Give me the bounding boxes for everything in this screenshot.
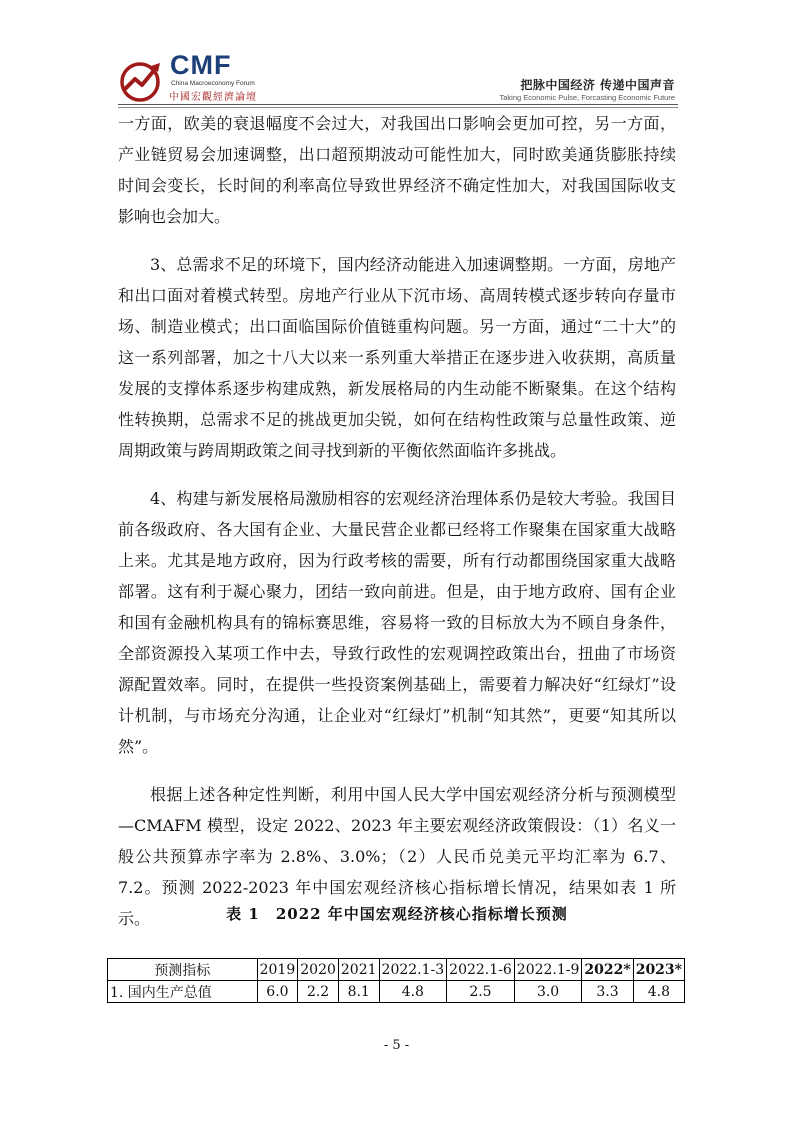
paragraph: 4、构建与新发展格局激励相容的宏观经济治理体系仍是较大考验。我国目前各级政府、各大国有企业、大量民营企业都已经将工作聚集在国家重大战略上来。尤其是地方政府，因为行政考核的需要，所有行动都围绕国家重大战略部署。这有利于凝心聚力，团结一致向前进。但是，由于地方政府、国有企业和国有金融机构具有的锦标赛思维，容易将一致的目标放大为不顾自身条件，全部资源投入某项工作中去，导致行政性的宏观调控政策出台，扭曲了市场资源配置效率。同时，在提供一些投资案例基础上，需要着力解决好“红绿灯”设计机制，与市场充分沟通，让企业对“红绿灯”机制“知其然”，更要“知其所以然”。 [118,489,676,756]
table-cell: 4.8 [633,981,684,1003]
table-cell: 2.2 [298,981,339,1003]
header-tagline-cn: 把脉中国经济 传递中国声音 [520,78,675,92]
column-header: 2022.1-3 [379,959,447,981]
table-cell: 3.3 [582,981,633,1003]
table-cell: 1. 国内生产总值 [108,981,258,1003]
table-cell: 2.5 [447,981,515,1003]
table-cell: 6.0 [257,981,298,1003]
page-number: - 5 - [383,1038,410,1053]
column-header: 2020 [298,959,339,981]
paragraph: 根据上述各种定性判断，利用中国人民大学中国宏观经济分析与预测模型—CMAFM 模型，设定 2022、2023 年主要宏观经济政策假设：（1）名义一般公共预算赤字率为 2.8%、3.0%；（2）人民币兑美元平均汇率为 6.7、7.2。预测 2022-2023 年中国宏观经济核心指标增长情况，结果如表 1 所示。 [118,785,676,928]
column-header: 2021 [338,959,379,981]
table-cell: 8.1 [338,981,379,1003]
column-header: 2019 [257,959,298,981]
paragraph: 3、总需求不足的环境下，国内经济动能进入加速调整期。一方面，房地产和出口面对着模式转型。房地产行业从下沉市场、高周转模式逐步转向存量市场、制造业模式；出口面临国际价值链重构问题。另一方面，通过“二十大”的这一系列部署，加之十八大以来一系列重大举措正在逐步进入收获期，高质量发展的支撑体系逐步构建成熟，新发展格局的内生动能不断聚集。在这个结构性转换期，总需求不足的挑战更加尖锐，如何在结构性政策与总量性政策、逆周期政策与跨周期政策之间寻找到新的平衡依然面临许多挑战。 [118,255,676,460]
column-header: 预测指标 [108,959,258,981]
table-row [108,981,685,1003]
paragraph-gap [118,762,676,779]
column-header: 2022.1-6 [447,959,515,981]
cmf-logo-icon [118,56,166,104]
logo-english-name: China Macroeconomy Forum [171,80,255,87]
logo-chinese-name: 中國宏觀經濟論壇 [169,92,257,103]
paragraph-gap [118,466,676,483]
paragraph: 一方面，欧美的衰退幅度不会过大，对我国出口影响会更加可控，另一方面，产业链贸易会加速调整，出口超预期波动可能性加大，同时欧美通货膨胀持续时间会变长，长时间的利率高位导致世界经济不确定性加大，对我国国际收支影响也会加大。 [118,114,676,226]
logo-abbreviation: CMF [170,50,232,80]
table-header-row [108,959,685,981]
paragraph-gap [118,232,676,249]
table-cell: 3.0 [514,981,582,1003]
column-header: 2022.1-9 [514,959,582,981]
document-body [118,108,676,934]
header-divider [118,104,678,105]
page-header [0,0,793,110]
table-caption: 表 1 2022 年中国宏观经济核心指标增长预测 [226,905,568,923]
column-header: 2022* [582,959,633,981]
column-header: 2023* [633,959,684,981]
table-cell: 4.8 [379,981,447,1003]
header-tagline-en: Taking Economic Pulse, Forcasting Economic Future [499,93,675,102]
forecast-table [107,958,685,1003]
